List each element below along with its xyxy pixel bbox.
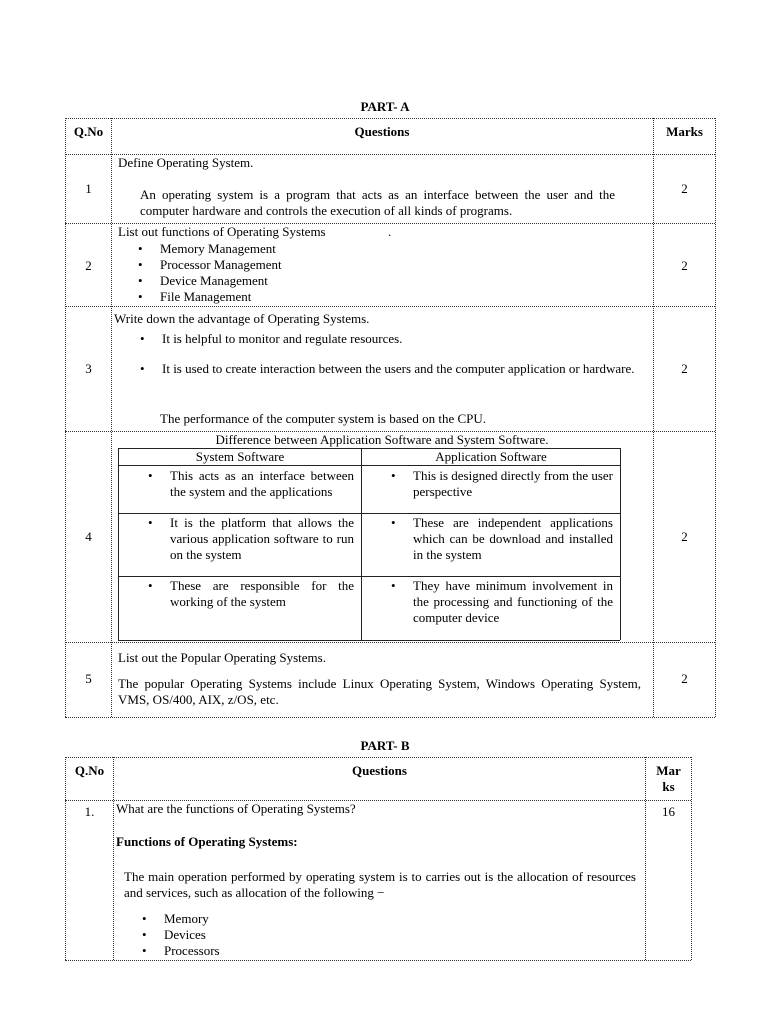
comparison-cell: • This acts as an interface between the system and the applications [170, 468, 354, 500]
question-number: 1 [85, 181, 92, 196]
question-text: List out functions of Operating Systems [118, 224, 326, 239]
list-item: • File Management [160, 289, 251, 305]
comparison-header: System Software [195, 449, 285, 464]
question-number: 4 [85, 529, 92, 544]
list-item: • Processors [164, 943, 220, 959]
list-item: • Device Management [160, 273, 268, 289]
comparison-cell: • These are responsible for the working of the system [170, 578, 354, 610]
stray-mark: . [388, 224, 392, 239]
marks-value: 2 [681, 671, 688, 686]
question-text: Difference between Application Software and System Software. [215, 432, 549, 447]
list-item: • Processor Management [160, 257, 282, 273]
qno-header: Q.No [74, 763, 105, 778]
marks-header-line2: ks [662, 779, 675, 794]
questions-header: Questions [354, 124, 410, 139]
comparison-cell: • These are independent applications which can be download and installed in the system [413, 515, 613, 563]
marks-value: 2 [681, 258, 688, 273]
question-text: List out the Popular Operating Systems. [118, 650, 326, 665]
marks-value: 2 [681, 361, 688, 376]
question-number: 5 [85, 671, 92, 686]
answer-text: An operating system is a program that acts as an interface between the user and the computer hardware and controls the execution of all kinds of programs. [140, 187, 615, 218]
question-text: Define Operating System. [118, 155, 254, 170]
question-number: 3 [85, 361, 92, 376]
list-item: • It is used to create interaction between the users and the computer application or hardware. [162, 361, 644, 377]
comparison-cell: • They have minimum involvement in the processing and functioning of the computer device [413, 578, 613, 626]
marks-value: 2 [681, 529, 688, 544]
comparison-cell: • This is designed directly from the user perspective [413, 468, 613, 500]
part-b-title: PART- B [360, 738, 410, 753]
qno-header: Q.No [73, 124, 104, 139]
part-a-title: PART- A [360, 99, 410, 114]
list-item: • Memory Management [160, 241, 276, 257]
comparison-header: Application Software [435, 449, 547, 464]
question-number: 1. [84, 804, 95, 819]
marks-header: Marks [666, 124, 703, 139]
answer-text: The main operation performed by operating system is to carries out is the allocation of resources and services, such as allocation of the following − [124, 869, 636, 900]
list-item: • Memory [164, 911, 209, 927]
comparison-cell: • It is the platform that allows the various application software to run on the system [170, 515, 354, 563]
marks-header-line1: Mar [656, 763, 681, 778]
answer-text: The popular Operating Systems include Linux Operating System, Windows Operating System, VMS, OS/400, AIX, z/OS, etc. [118, 676, 641, 707]
marks-value: 2 [681, 181, 688, 196]
question-text: Write down the advantage of Operating Systems. [114, 311, 370, 326]
list-item: • It is helpful to monitor and regulate resources. [162, 331, 402, 347]
subheading: Functions of Operating Systems: [116, 834, 298, 849]
question-number: 2 [85, 258, 92, 273]
note-text: The performance of the computer system is based on the CPU. [160, 411, 486, 426]
questions-header: Questions [352, 763, 407, 778]
question-text: What are the functions of Operating Systems? [116, 801, 356, 816]
marks-value: 16 [662, 804, 675, 819]
list-item: • Devices [164, 927, 206, 943]
